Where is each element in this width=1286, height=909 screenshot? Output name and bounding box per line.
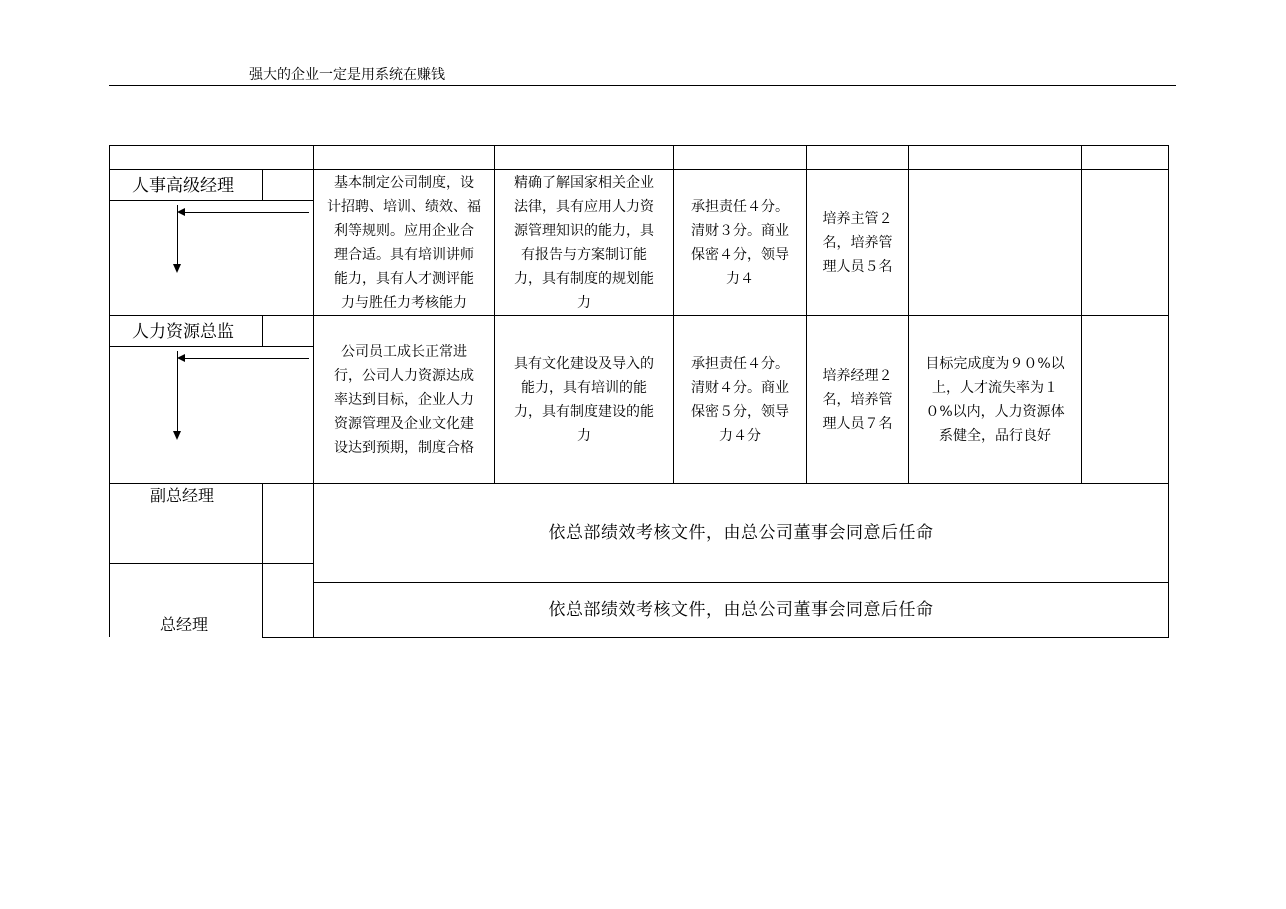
role-label-hr-director: 人力资源总监 [132, 322, 234, 342]
flow-arrow-line [177, 205, 178, 265]
table-line [1081, 145, 1082, 483]
arrow-down-icon [173, 431, 181, 440]
role-label-hr-senior-manager: 人事高级经理 [132, 176, 234, 196]
duties-cell: 公司员工成长正常进 行，公司人力资源达成 率达到目标，企业人力 资源管理及企业文化建 设达到预期，制度合格 [334, 343, 474, 456]
table-line [1168, 145, 1169, 637]
role-label-general-manager: 总经理 [160, 615, 209, 634]
table-line [109, 145, 110, 637]
training-cell: 培养主管２ 名，培养管 理人员５名 [822, 210, 893, 275]
appointment-note: 依总部绩效考核文件，由总公司董事会同意后任命 [548, 523, 934, 543]
targets-cell: 目标完成度为９０%以 上，人才流失率为１ ０%以内，人力资源体 系健全，品行良好 [925, 355, 1065, 444]
flow-arrow-line [183, 358, 309, 359]
scores-cell: 承担责任４分。 清财４分。商业 保密５分，领导 力４分 [691, 355, 789, 444]
table-line [109, 200, 313, 201]
arrow-down-icon [173, 264, 181, 273]
abilities-cell: 精确了解国家相关企业 法律，具有应用人力资 源管理知识的能力，具 有报告与方案制订能 力，具有制度的规划能 力 [514, 174, 654, 311]
duties-cell: 基本制定公司制度，设 计招聘、培训、绩效、福 利等规则。应用企业合 理合适。具有培训讲师 能力，具有人才测评能 力与胜任力考核能力 [327, 174, 481, 311]
header-rule [109, 85, 1176, 86]
page-header-title: 强大的企业一定是用系统在赚钱 [249, 67, 445, 83]
table-line [109, 145, 1169, 146]
table-line [262, 169, 263, 200]
appointment-note: 依总部绩效考核文件，由总公司董事会同意后任命 [548, 600, 934, 620]
targets-cell [909, 170, 1081, 315]
role-label-deputy-general-manager: 副总经理 [150, 486, 215, 505]
arrow-left-icon [177, 354, 185, 362]
flow-arrow-line [183, 212, 309, 213]
table-line [109, 563, 313, 564]
training-cell: 培养经理２ 名，培养管 理人员７名 [822, 367, 893, 432]
table-line [109, 346, 313, 347]
arrow-left-icon [177, 208, 185, 216]
table-line [262, 315, 263, 346]
flow-arrow-line [177, 351, 178, 431]
table-line [262, 637, 1169, 638]
scores-cell: 承担责任４分。 清财３分。商业 保密４分，领导 力４ [691, 198, 789, 287]
abilities-cell: 具有文化建设及导入的 能力，具有培训的能 力，具有制度建设的能 力 [514, 355, 654, 444]
table-line [262, 483, 263, 637]
